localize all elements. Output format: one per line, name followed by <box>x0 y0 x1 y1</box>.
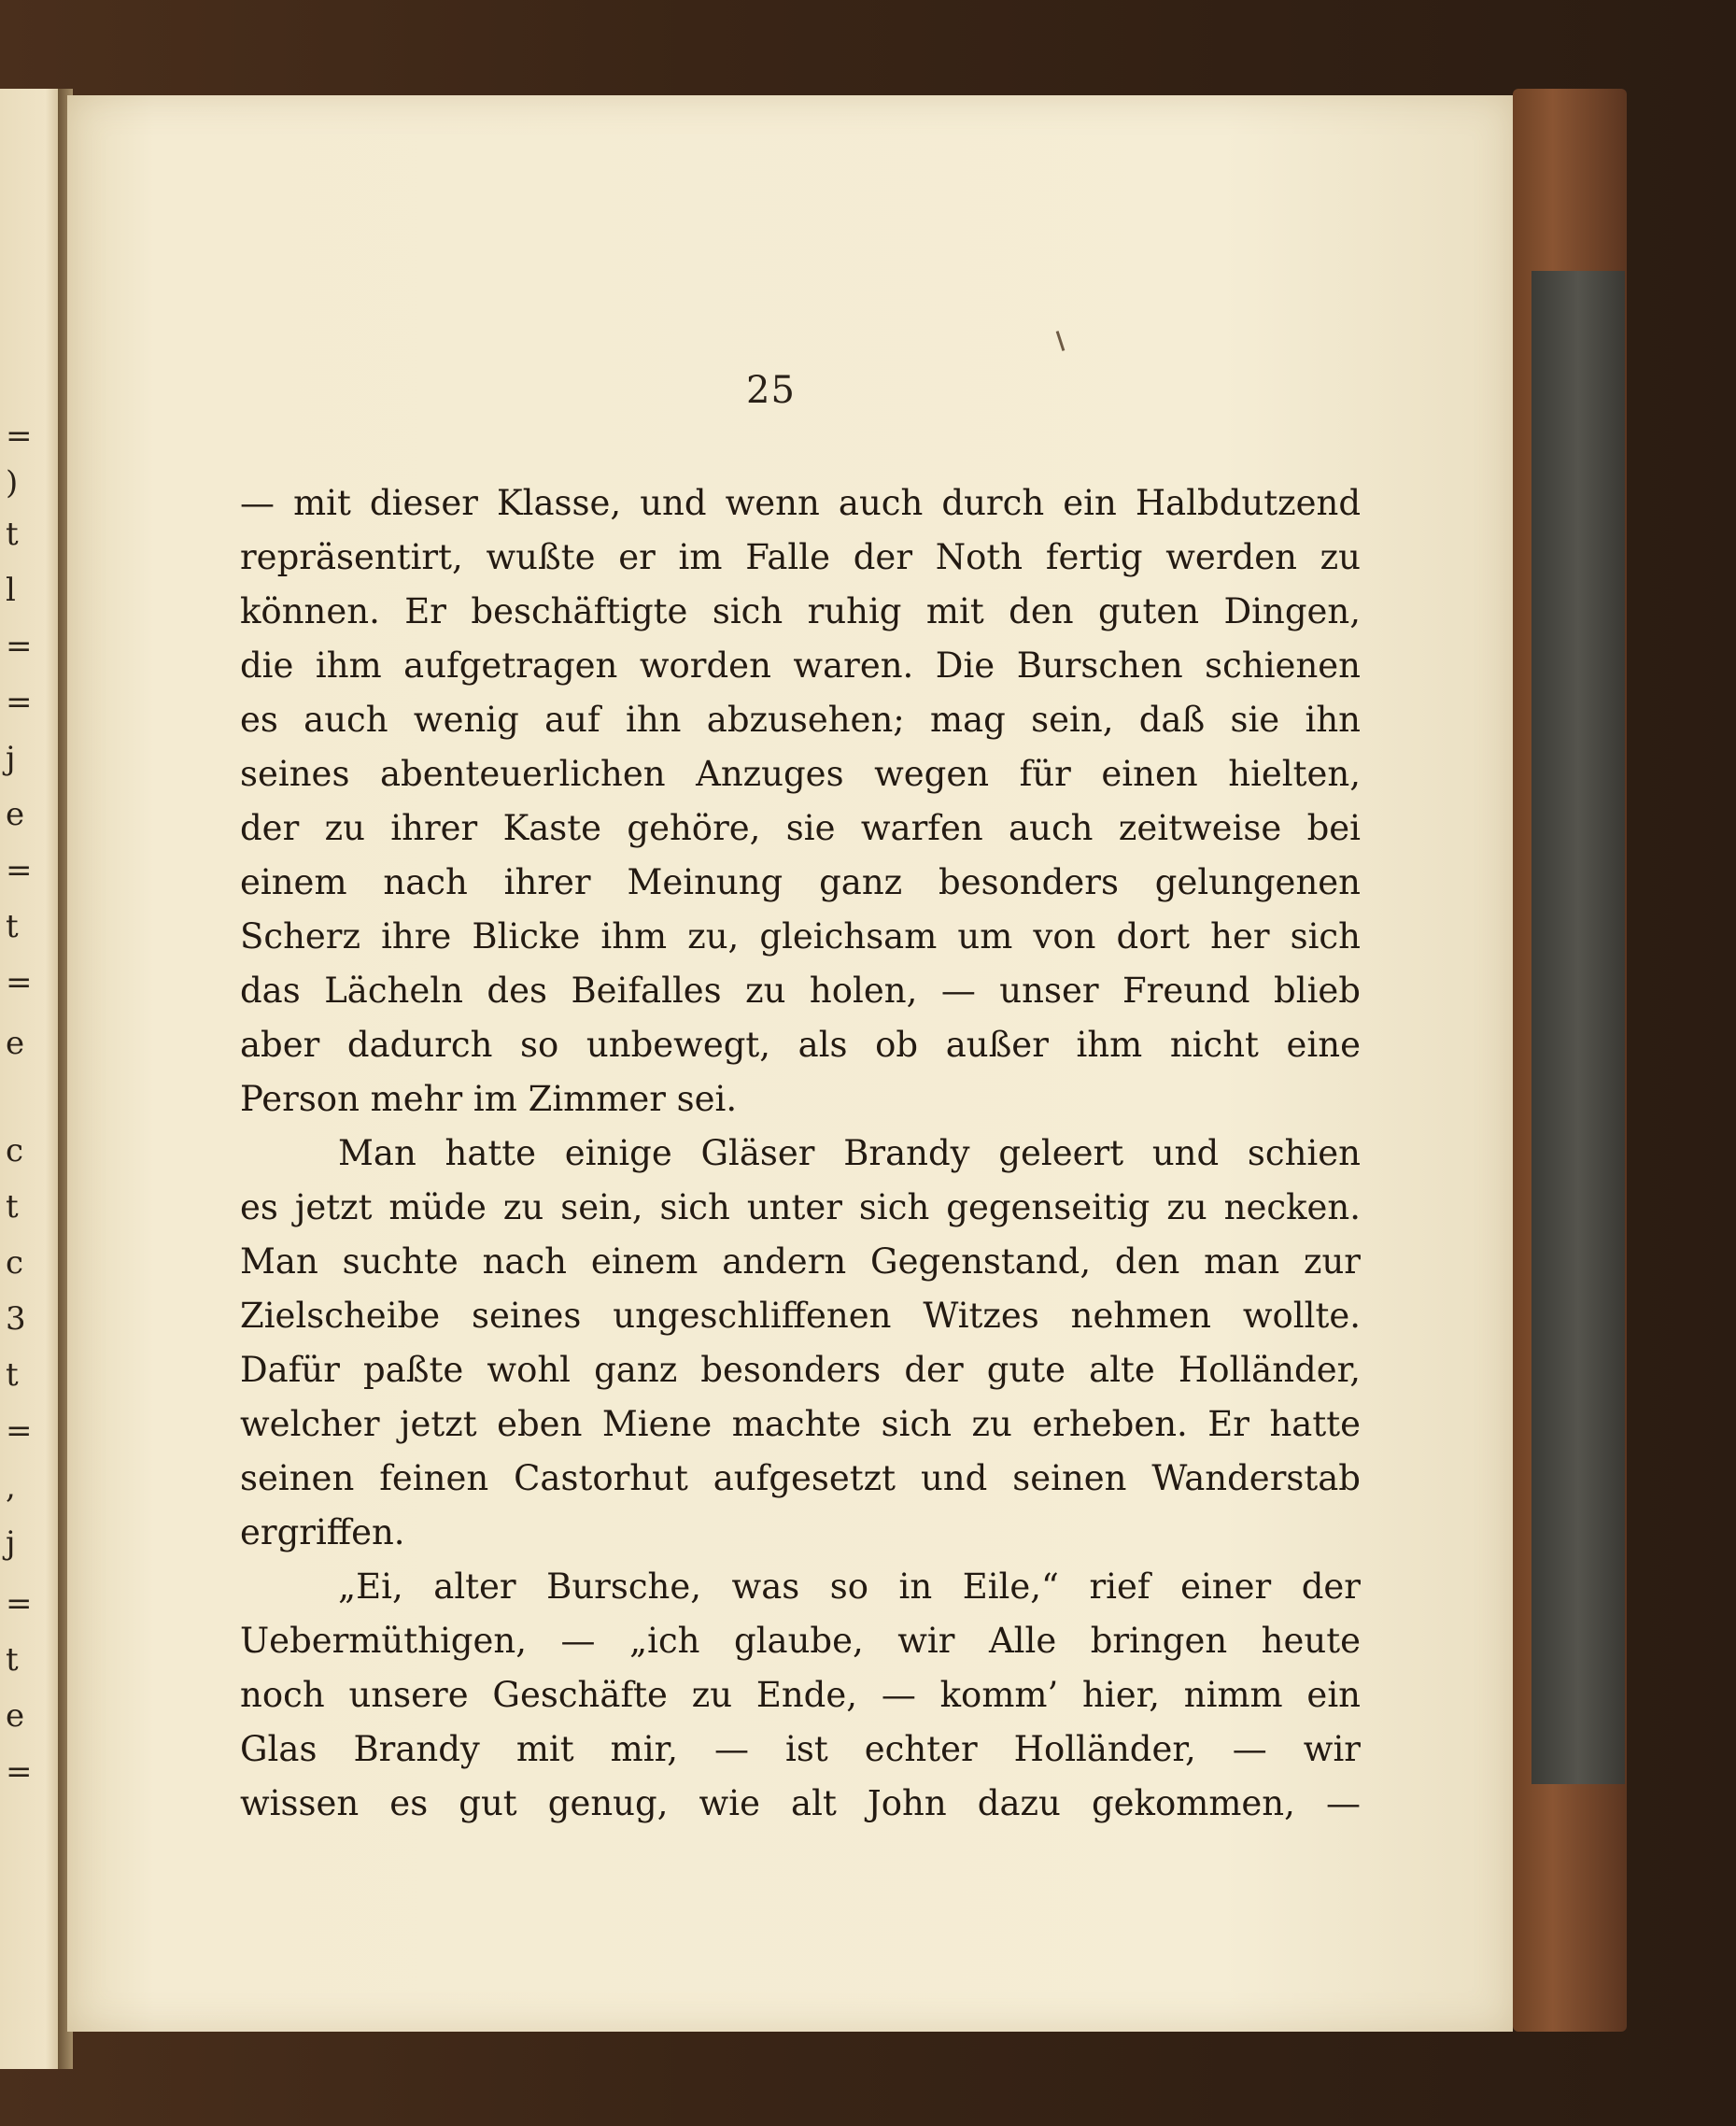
book-page <box>67 95 1513 2032</box>
text-line: können. Er beschäftigte sich ruhig mit den guten Dingen, <box>240 591 1361 631</box>
left-page-fragment: ) <box>6 464 19 502</box>
text-line: der zu ihrer Kaste gehöre, sie warfen auch zeitweise bei <box>240 808 1361 848</box>
text-line: einem nach ihrer Meinung ganz besonders gelungenen <box>240 862 1361 902</box>
text-line: Man hatte einige Gläser Brandy geleert und schien <box>338 1133 1361 1173</box>
text-line: wissen es gut genug, wie alt John dazu gekommen, — <box>240 1783 1361 1823</box>
left-page-fragment: j <box>6 740 16 777</box>
left-page-fragment: = <box>6 852 33 889</box>
left-page-fragment: e <box>6 796 25 833</box>
text-line: ergriffen. <box>240 1512 405 1552</box>
text-line: Uebermüthigen, — „ich glaube, wir Alle bringen heute <box>240 1621 1361 1661</box>
text-line: seinen feinen Castorhut aufgesetzt und seinen Wanderstab <box>240 1458 1361 1498</box>
left-page-fragment: = <box>6 964 33 1001</box>
text-line: die ihm aufgetragen worden waren. Die Burschen schienen <box>240 645 1361 686</box>
left-page-fragment: e <box>6 1025 25 1062</box>
text-line: Person mehr im Zimmer sei. <box>240 1079 738 1119</box>
left-page-fragment: = <box>6 628 33 665</box>
page-number: 25 <box>746 369 796 412</box>
left-page-fragment: t <box>6 516 19 553</box>
left-page-fragment: e <box>6 1697 25 1735</box>
left-page-fragment: , <box>6 1468 16 1506</box>
left-page-fragment: t <box>6 908 19 945</box>
left-page-fragment: = <box>6 1412 33 1450</box>
text-line: „Ei, alter Bursche, was so in Eile,“ rief einer der <box>338 1566 1361 1607</box>
left-facing-page <box>0 89 65 2069</box>
left-page-fragment: t <box>6 1356 19 1394</box>
left-page-fragment: c <box>6 1132 24 1169</box>
text-line: es auch wenig auf ihn abzusehen; mag sein, daß sie ihn <box>240 700 1361 740</box>
left-page-fragment: t <box>6 1641 19 1679</box>
text-line: seines abenteuerlichen Anzuges wegen für einen hielten, <box>240 754 1361 794</box>
left-page-fragment: = <box>6 684 33 721</box>
left-page-fragment: l <box>6 572 16 609</box>
left-page-fragment: c <box>6 1244 24 1282</box>
left-page-fragment: = <box>6 1753 33 1791</box>
book-cover-cloth <box>1531 271 1625 1784</box>
text-line: Glas Brandy mit mir, — ist echter Holländer, — wir <box>240 1729 1361 1769</box>
text-line: welcher jetzt eben Miene machte sich zu erheben. Er hatte <box>240 1404 1361 1444</box>
text-line: noch unsere Geschäfte zu Ende, — komm’ hier, nimm ein <box>240 1675 1361 1715</box>
text-line: es jetzt müde zu sein, sich unter sich gegenseitig zu necken. <box>240 1187 1361 1227</box>
left-page-fragment: 3 <box>6 1300 26 1338</box>
ink-mark <box>1056 331 1066 351</box>
text-line: Dafür paßte wohl ganz besonders der gute alte Holländer, <box>240 1350 1361 1390</box>
text-line: repräsentirt, wußte er im Falle der Noth fertig werden zu <box>240 537 1361 577</box>
text-line: Zielscheibe seines ungeschliffenen Witzes nehmen wollte. <box>240 1296 1361 1336</box>
left-page-fragment: t <box>6 1188 19 1226</box>
text-line: Man suchte nach einem andern Gegenstand, den man zur <box>240 1241 1361 1282</box>
text-line: — mit dieser Klasse, und wenn auch durch ein Halbdutzend <box>240 483 1361 523</box>
left-page-fragment: = <box>6 418 33 455</box>
text-line: aber dadurch so unbewegt, als ob außer ihm nicht eine <box>240 1025 1361 1065</box>
text-line: Scherz ihre Blicke ihm zu, gleichsam um von dort her sich <box>240 916 1361 957</box>
left-page-fragment: = <box>6 1585 33 1623</box>
text-line: das Lächeln des Beifalles zu holen, — unser Freund blieb <box>240 971 1361 1011</box>
left-page-fragment: j <box>6 1524 16 1562</box>
